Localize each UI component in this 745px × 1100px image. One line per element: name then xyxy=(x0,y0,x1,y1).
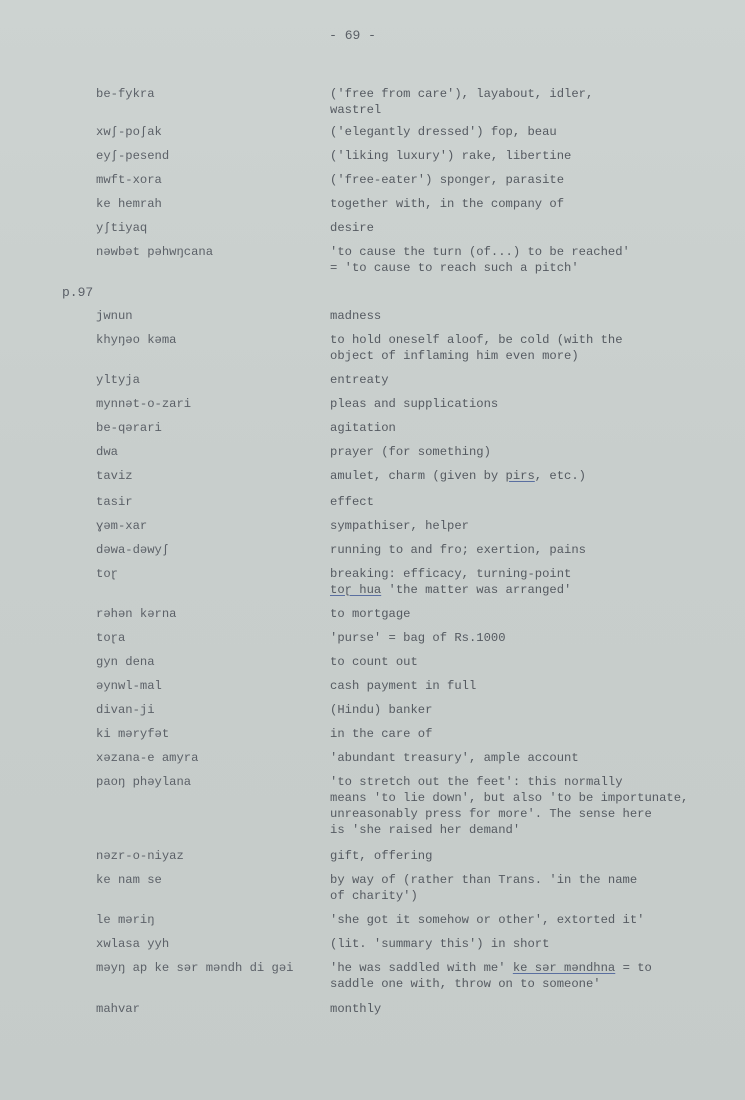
glossary-term: rəhən kərna xyxy=(96,607,177,621)
glossary-definition: to mortgage xyxy=(330,607,411,621)
glossary-term: ke nam se xyxy=(96,873,162,887)
glossary-term: gyn dena xyxy=(96,655,155,669)
glossary-definition: ('free from care'), layabout, idler, wastrel xyxy=(330,87,594,117)
glossary-term: ɣəm-xar xyxy=(96,519,148,533)
glossary-term: nəzr-o-niyaz xyxy=(96,849,184,863)
glossary-term: mahvar xyxy=(96,1002,140,1016)
section-marker: p.97 xyxy=(62,285,94,300)
glossary-definition: 'purse' = bag of Rs.1000 xyxy=(330,631,506,645)
glossary-definition: entreaty xyxy=(330,373,389,387)
glossary-definition: amulet, charm (given by pirs, etc.) xyxy=(330,469,586,483)
glossary-term: dwa xyxy=(96,445,118,459)
glossary-definition: to hold oneself aloof, be cold (with the object of inflaming him even more) xyxy=(330,333,623,363)
glossary-term: yltyja xyxy=(96,373,140,387)
glossary-term: paoŋ phəylana xyxy=(96,775,192,789)
page-number: - 69 - xyxy=(329,28,376,43)
glossary-definition: madness xyxy=(330,309,382,323)
glossary-definition: sympathiser, helper xyxy=(330,519,469,533)
glossary-term: xəzana-e amyra xyxy=(96,751,199,765)
glossary-definition: monthly xyxy=(330,1002,382,1016)
glossary-definition: (lit. 'summary this') in short xyxy=(330,937,550,951)
glossary-definition: in the care of xyxy=(330,727,433,741)
glossary-term: dəwa-dəwyʃ xyxy=(96,543,170,557)
glossary-definition: breaking: efficacy, turning-point toɽ hua 'the matter was arranged' xyxy=(330,567,572,597)
glossary-definition: 'to stretch out the feet': this normally means 'to lie down', but also 'to be importunate, unreasonably press for more'. The sense here is 'she raised her demand' xyxy=(330,775,689,837)
glossary-term: nəwbət pəhwŋcana xyxy=(96,245,214,259)
glossary-term: khyŋəo kəma xyxy=(96,333,177,347)
glossary-term: ki məryfət xyxy=(96,727,170,741)
glossary-definition: effect xyxy=(330,495,374,509)
glossary-term: tasir xyxy=(96,495,133,509)
glossary-definition: ('elegantly dressed') fop, beau xyxy=(330,125,557,139)
glossary-term: xwʃ-poʃak xyxy=(96,125,162,139)
glossary-term: əynwl-mal xyxy=(96,679,162,693)
glossary-term: məyŋ ap ke sər məndh di gəi xyxy=(96,961,294,975)
glossary-definition: 'to cause the turn (of...) to be reached' = 'to cause to reach such a pitch' xyxy=(330,245,630,275)
glossary-definition: by way of (rather than Trans. 'in the name of charity') xyxy=(330,873,638,903)
glossary-term: divan-ji xyxy=(96,703,155,717)
glossary-definition: ('free-eater') sponger, parasite xyxy=(330,173,565,187)
glossary-definition: ('liking luxury') rake, libertine xyxy=(330,149,572,163)
glossary-term: be-qərari xyxy=(96,421,162,435)
glossary-definition: 'abundant treasury', ample account xyxy=(330,751,579,765)
glossary-definition: cash payment in full xyxy=(330,679,477,693)
glossary-term: toɽa xyxy=(96,631,126,645)
glossary-definition: desire xyxy=(330,221,374,235)
glossary-term: be-fykra xyxy=(96,87,155,101)
glossary-term: le məriŋ xyxy=(96,913,155,927)
glossary-term: taviz xyxy=(96,469,133,483)
glossary-term: mynnət-o-zari xyxy=(96,397,192,411)
glossary-term: ke hemrah xyxy=(96,197,162,211)
glossary-term: eyʃ-pesend xyxy=(96,149,170,163)
glossary-definition: pleas and supplications xyxy=(330,397,499,411)
glossary-definition: 'she got it somehow or other', extorted it' xyxy=(330,913,645,927)
glossary-definition: running to and fro; exertion, pains xyxy=(330,543,586,557)
glossary-term: yʃtiyaq xyxy=(96,221,148,235)
glossary-definition: agitation xyxy=(330,421,396,435)
glossary-definition: together with, in the company of xyxy=(330,197,565,211)
glossary-definition: gift, offering xyxy=(330,849,433,863)
glossary-definition: (Hindu) banker xyxy=(330,703,433,717)
glossary-definition: 'he was saddled with me' ke sər məndhna = to saddle one with, throw on to someone' xyxy=(330,961,652,991)
glossary-term: xwlasa yyh xyxy=(96,937,170,951)
glossary-term: mwft-xora xyxy=(96,173,162,187)
glossary-definition: prayer (for something) xyxy=(330,445,491,459)
glossary-definition: to count out xyxy=(330,655,418,669)
glossary-term: jwnun xyxy=(96,309,133,323)
glossary-term: toɽ xyxy=(96,567,118,581)
